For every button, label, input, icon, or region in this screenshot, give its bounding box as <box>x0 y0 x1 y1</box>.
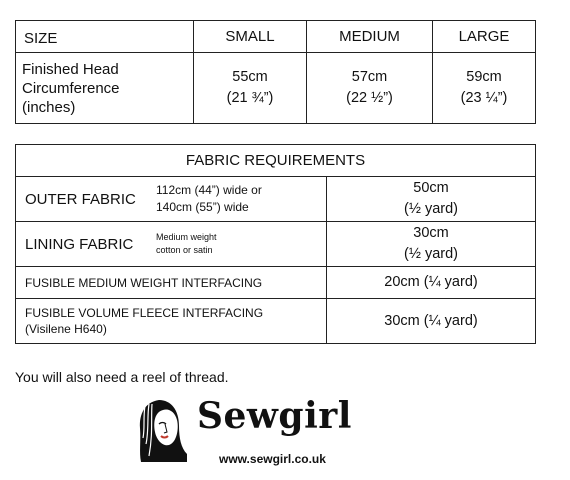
large-cm: 59cm <box>466 69 502 85</box>
size-header-large: LARGE <box>433 21 536 53</box>
row-label-line: Circumference <box>22 79 120 97</box>
size-header-label: SIZE <box>16 21 194 53</box>
size-header-small: SMALL <box>194 21 307 53</box>
outer-note-line: 140cm (55”) wide <box>156 200 249 214</box>
brand-url: www.sewgirl.co.uk <box>219 452 326 466</box>
lining-amount-cm: 30cm <box>413 225 449 241</box>
size-header-medium: MEDIUM <box>307 21 433 53</box>
large-in: (23 ¼”) <box>460 90 508 106</box>
thread-note: You will also need a reel of thread. <box>15 369 229 385</box>
outer-fabric-cell <box>16 177 327 222</box>
outer-fabric-row <box>16 177 536 222</box>
small-value <box>194 53 307 124</box>
fabric-title-row <box>16 145 536 177</box>
lining-fabric-amount <box>327 222 536 267</box>
row-label-line: Finished Head <box>22 60 119 78</box>
lining-note-line: Medium weight <box>156 232 217 242</box>
small-in: (21 ¾”) <box>226 90 274 106</box>
lining-fabric-label: LINING FABRIC <box>25 235 134 253</box>
head-circumference-label <box>16 53 194 124</box>
outer-note-line: 112cm (44”) wide or <box>156 183 262 197</box>
fabric-requirements-title: FABRIC REQUIREMENTS <box>16 145 536 177</box>
outer-amount-cm: 50cm <box>413 180 449 196</box>
lining-fabric-row <box>16 222 536 267</box>
size-table <box>15 20 536 124</box>
outer-amount-yd: (½ yard) <box>404 201 458 217</box>
outer-fabric-label: OUTER FABRIC <box>25 190 136 208</box>
fleece-label-line: (Visilene H640) <box>25 322 107 336</box>
lining-amount-yd: (½ yard) <box>404 246 458 262</box>
medium-cm: 57cm <box>351 69 388 85</box>
outer-fabric-amount <box>327 177 536 222</box>
medium-value <box>307 53 433 124</box>
lining-note-line: cotton or satin <box>156 245 213 255</box>
small-cm: 55cm <box>232 69 268 85</box>
size-table-row <box>16 53 536 124</box>
interfacing-label: FUSIBLE MEDIUM WEIGHT INTERFACING <box>16 267 327 299</box>
fleece-amount: 30cm (¼ yard) <box>327 299 536 344</box>
interfacing-row <box>16 267 536 299</box>
outer-fabric-note <box>156 182 262 216</box>
row-label-line: (inches) <box>22 98 76 116</box>
sewgirl-portrait-logo <box>137 398 187 462</box>
fleece-label-line: FUSIBLE VOLUME FLEECE INTERFACING <box>25 306 264 320</box>
lining-fabric-note <box>156 231 217 257</box>
large-value <box>433 53 536 124</box>
fleece-row <box>16 299 536 344</box>
fleece-label <box>16 299 327 344</box>
fabric-requirements-table <box>15 144 536 344</box>
interfacing-amount: 20cm (¼ yard) <box>327 267 536 299</box>
size-table-header-row <box>16 21 536 53</box>
medium-in: (22 ½”) <box>346 90 393 106</box>
lining-fabric-cell <box>16 222 327 267</box>
brand-name: Sewgirl <box>197 395 352 437</box>
